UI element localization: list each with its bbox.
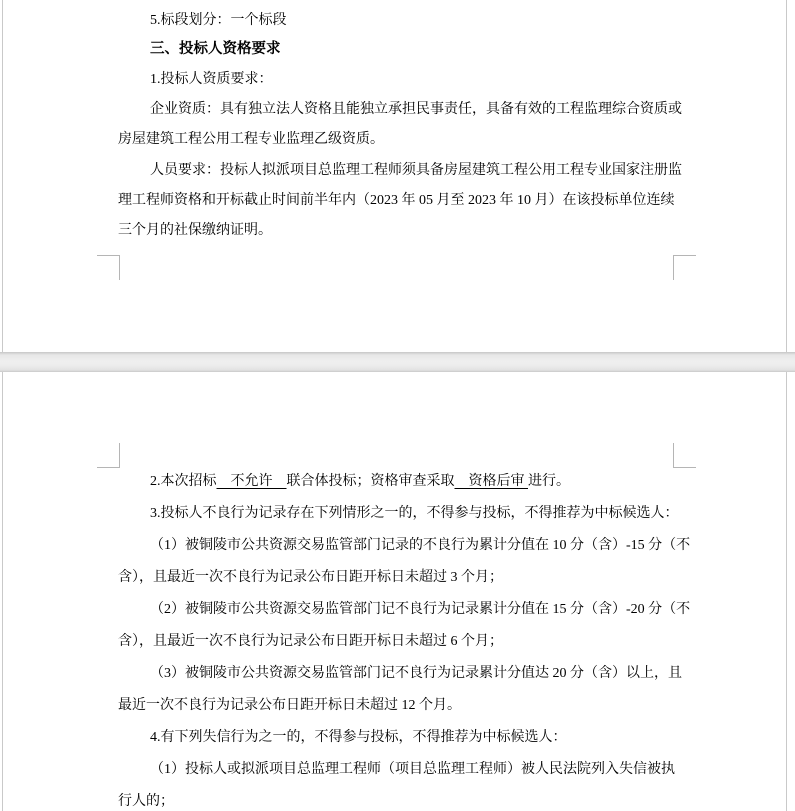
text-boundary-mark-bottom-right [673,255,696,280]
text-boundary-mark-top-left [97,443,120,468]
doc-line[interactable]: 人员要求：投标人拟派项目总监理工程师须具备房屋建筑工程公用工程专业国家注册监 [150,163,682,178]
doc-line[interactable]: 3.投标人不良行为记录存在下列情形之一的，不得参与投标，不得推荐为中标候选人： [150,506,679,521]
doc-line[interactable]: 4.有下列失信行为之一的，不得参与投标，不得推荐为中标候选人： [150,730,567,745]
doc-line[interactable]: 房屋建筑工程公用工程专业监理乙级资质。 [118,132,384,147]
doc-line[interactable]: （1）被铜陵市公共资源交易监管部门记录的不良行为累计分值在 10 分（含）-15 分（不 [150,538,691,553]
doc-line[interactable]: 含），且最近一次不良行为记录公布日距开标日未超过 3 个月； [118,570,503,585]
section-heading[interactable]: 三、投标人资格要求 [150,41,281,57]
text-boundary-mark-top-right [673,443,696,468]
doc-line[interactable]: 行人的； [118,794,174,809]
doc-line-clause2[interactable] [150,473,570,491]
doc-line[interactable]: 5.标段划分：一个标段 [150,13,287,28]
text-boundary-mark-bottom-left [97,255,120,280]
doc-line[interactable]: 三个月的社保缴纳证明。 [118,223,272,238]
doc-line[interactable]: （1）投标人或拟派项目总监理工程师（项目总监理工程师）被人民法院列入失信被执 [150,762,675,777]
doc-line[interactable]: 1.投标人资质要求： [150,72,273,87]
doc-line[interactable]: 理工程师资格和开标截止时间前半年内（2023 年 05 月至 2023 年 10 月）在该投标单位连续 [118,193,675,208]
clause2-blank-joint-bid[interactable]: 不允许 [216,474,287,489]
clause2-blank-qualification-review[interactable]: 资格后审 [454,474,528,489]
clause2-middle: 联合体投标；资格审查采取 [286,474,455,489]
clause2-prefix: 2.本次招标 [150,474,217,489]
clause2-suffix: 进行。 [528,474,570,489]
doc-line[interactable]: 最近一次不良行为记录公布日距开标日未超过 12 个月。 [118,698,461,713]
doc-line[interactable]: （3）被铜陵市公共资源交易监管部门记不良行为记录累计分值达 20 分（含）以上，且 [150,666,682,681]
doc-line[interactable]: （2）被铜陵市公共资源交易监管部门记不良行为记录累计分值在 15 分（含）-20 分（不 [150,602,691,617]
doc-line[interactable]: 企业资质：具有独立法人资格且能独立承担民事责任，具备有效的工程监理综合资质或 [150,102,682,117]
doc-line[interactable]: 含），且最近一次不良行为记录公布日距开标日未超过 6 个月； [118,634,503,649]
page-gap [0,352,795,372]
